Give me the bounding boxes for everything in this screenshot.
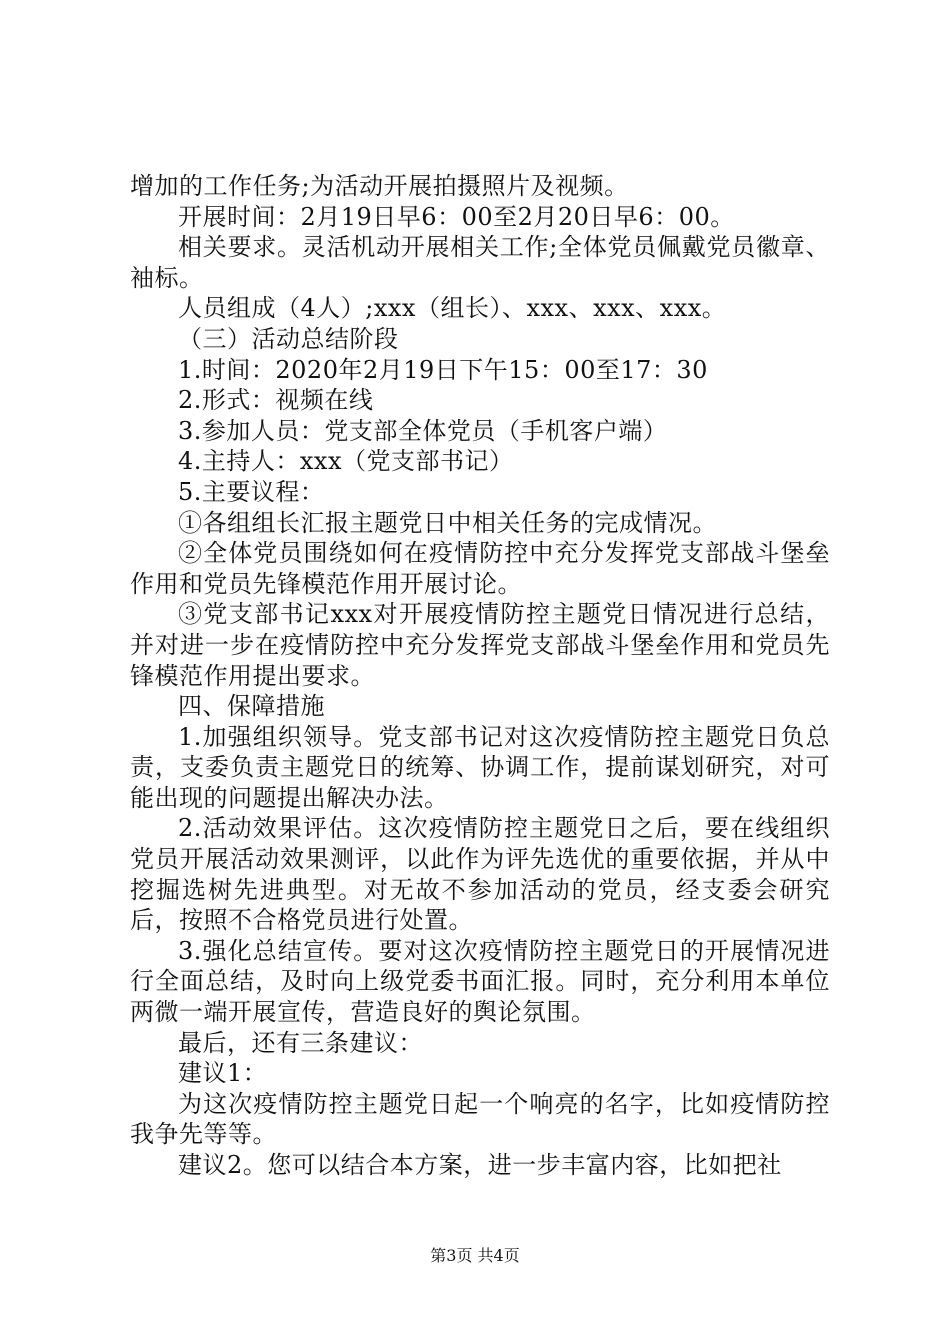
paragraph: ②全体党员围绕如何在疫情防控中充分发挥党支部战斗堡垒作用和党员先锋模范作用开展讨论。	[130, 539, 830, 598]
section-heading: 四、保障措施	[178, 692, 325, 721]
paragraph: 3.参加人员：党支部全体党员（手机客户端）	[178, 416, 668, 445]
paragraph: 为这次疫情防控主题党日起一个响亮的名字，比如疫情防控我争先等等。	[130, 1089, 830, 1149]
paragraph: 人员组成（4人）;xxx（组长）、xxx、xxx、xxx。	[178, 294, 727, 323]
paragraph: 建议1：	[178, 1059, 268, 1088]
paragraph: 3.强化总结宣传。要对这次疫情防控主题党日的开展情况进行全面总结，及时向上级党委书面汇报。同时，充分利用本单位两微一端开展宣传，营造良好的舆论氛围。	[130, 936, 830, 1027]
paragraph: 相关要求。灵活机动开展相关工作;全体党员佩戴党员徽章、袖标。	[130, 233, 830, 292]
document-body	[130, 171, 830, 1181]
paragraph: 1.加强组织领导。党支部书记对这次疫情防控主题党日负总责，支委负责主题党日的统筹、协调工作，提前谋划研究，对可能出现的问题提出解决办法。	[130, 722, 830, 812]
paragraph: 开展时间：2月19日早6：00至2月20日早6：00。	[178, 202, 735, 231]
page-footer: 第3页 共4页	[430, 1246, 520, 1265]
paragraph: 4.主持人：xxx（党支部书记）	[178, 447, 514, 476]
paragraph: 1.时间：2020年2月19日下午15：00至17：30	[178, 355, 708, 384]
paragraph: 建议2。您可以结合本方案，进一步丰富内容，比如把社	[178, 1151, 782, 1179]
paragraph: 2.活动效果评估。这次疫情防控主题党日之后，要在线组织党员开展活动效果测评，以此作为评先选优的重要依据，并从中挖掘选树先进典型。对无故不参加活动的党员，经支委会研究后，按照不合格党员进行处置。	[130, 814, 830, 935]
paragraph: 增加的工作任务;为活动开展拍摄照片及视频。	[130, 172, 629, 200]
paragraph: ①各组组长汇报主题党日中相关任务的完成情况。	[178, 508, 717, 537]
paragraph: 2.形式：视频在线	[178, 386, 374, 415]
paragraph: 最后，还有三条建议：	[178, 1028, 423, 1057]
paragraph: ③党支部书记xxx对开展疫情防控主题党日情况进行总结，并对进一步在疫情防控中充分发挥党支部战斗堡垒作用和党员先锋模范作用提出要求。	[130, 600, 830, 690]
section-heading: （三）活动总结阶段	[178, 324, 399, 353]
paragraph: 5.主要议程：	[178, 477, 325, 506]
